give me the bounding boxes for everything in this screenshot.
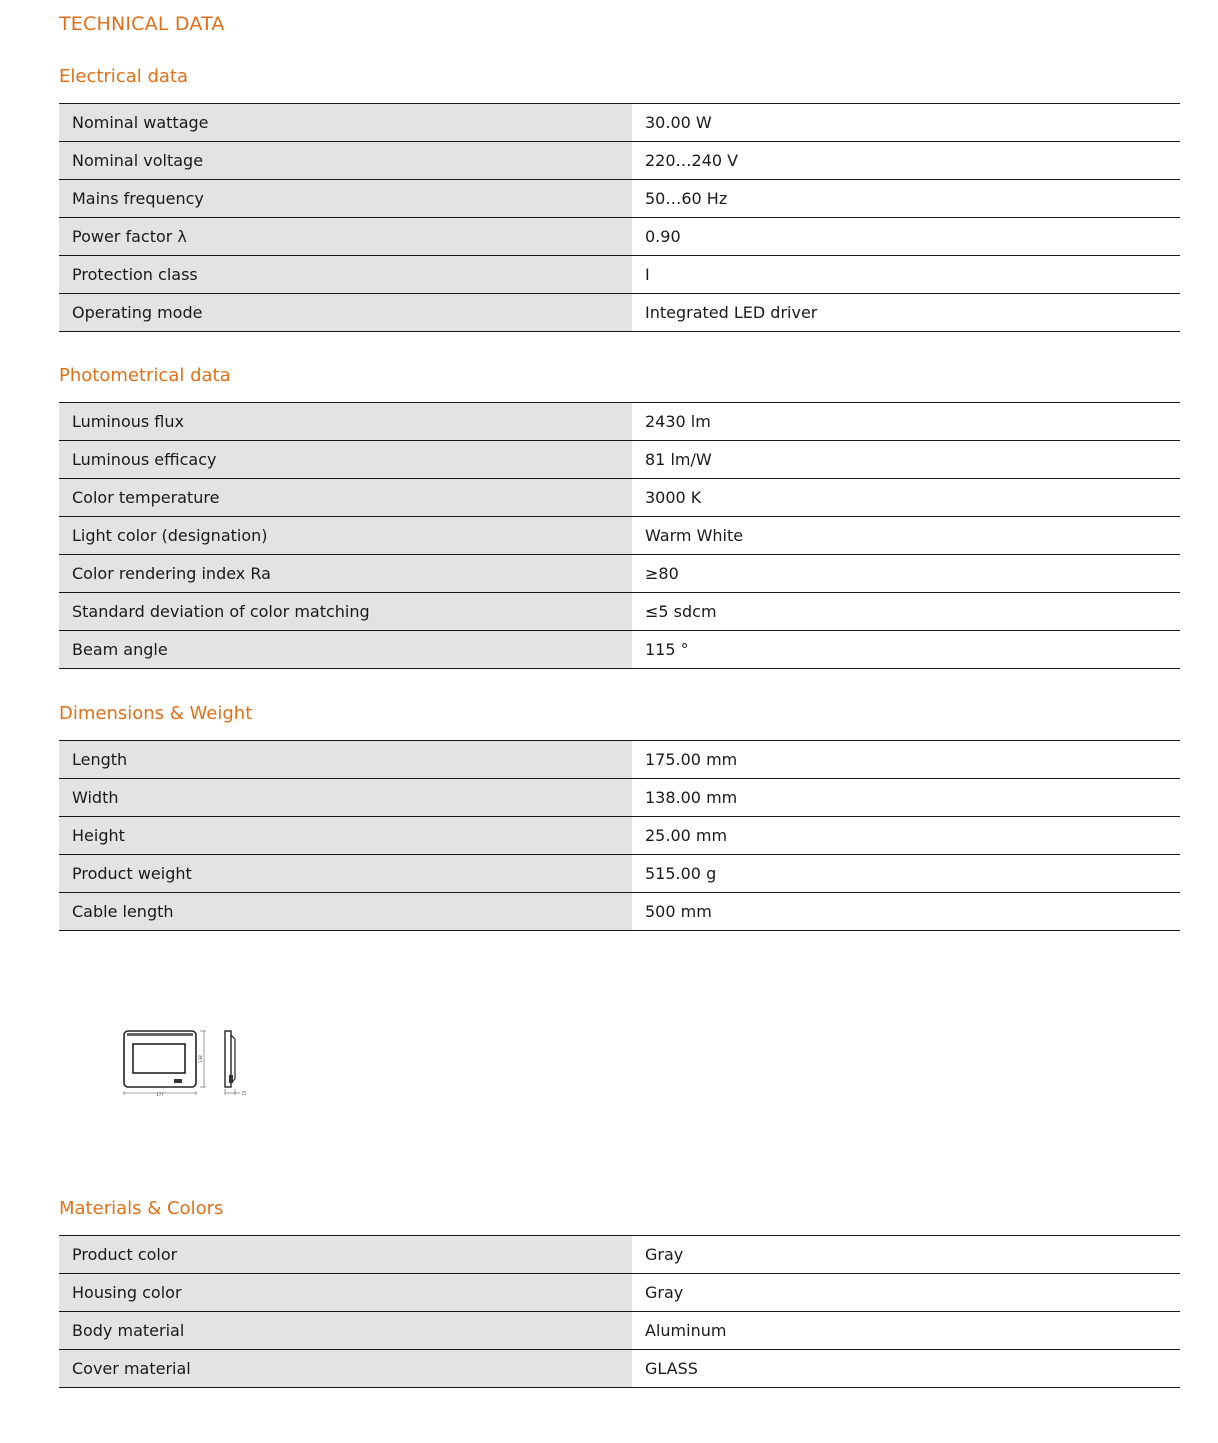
- table-row: [59, 403, 1180, 441]
- spec-label: Width: [59, 779, 632, 817]
- electrical-data-table: [59, 103, 1180, 332]
- spec-value: Integrated LED driver: [632, 294, 1180, 332]
- height-dimension-label: 138: [198, 1055, 203, 1063]
- table-row: [59, 855, 1180, 893]
- spec-label: Product color: [59, 1236, 632, 1274]
- table-row: [59, 256, 1180, 294]
- spec-value: 220…240 V: [632, 142, 1180, 180]
- section-heading-electrical: Electrical data: [59, 66, 188, 87]
- spec-label: Operating mode: [59, 294, 632, 332]
- table-row: [59, 180, 1180, 218]
- section-heading-photometrical: Photometrical data: [59, 365, 231, 386]
- depth-dimension-label: 25: [241, 1090, 247, 1096]
- spec-value: 115 °: [632, 631, 1180, 669]
- spec-value: 50…60 Hz: [632, 180, 1180, 218]
- spec-label: Cable length: [59, 893, 632, 931]
- table-row: [59, 631, 1180, 669]
- spec-label: Color temperature: [59, 479, 632, 517]
- spec-label: Product weight: [59, 855, 632, 893]
- materials-data-table: [59, 1235, 1180, 1388]
- spec-label: Beam angle: [59, 631, 632, 669]
- spec-label: Color rendering index Ra: [59, 555, 632, 593]
- spec-value: 0.90: [632, 218, 1180, 256]
- table-row: [59, 893, 1180, 931]
- spec-label: Light color (designation): [59, 517, 632, 555]
- spec-label: Height: [59, 817, 632, 855]
- spec-value: Gray: [632, 1274, 1180, 1312]
- spec-value: I: [632, 256, 1180, 294]
- spec-value: 3000 K: [632, 479, 1180, 517]
- product-dimension-drawing: [118, 1025, 253, 1100]
- spec-label: Length: [59, 741, 632, 779]
- front-view-lens: [133, 1044, 185, 1073]
- spec-value: ≥80: [632, 555, 1180, 593]
- table-row: [59, 1312, 1180, 1350]
- width-dimension-label: 177: [156, 1092, 164, 1097]
- spec-label: Body material: [59, 1312, 632, 1350]
- dimensions-data-table: [59, 740, 1180, 931]
- table-row: [59, 779, 1180, 817]
- table-row: [59, 441, 1180, 479]
- table-row: [59, 142, 1180, 180]
- spec-value: Warm White: [632, 517, 1180, 555]
- spec-value: 25.00 mm: [632, 817, 1180, 855]
- spec-value: 138.00 mm: [632, 779, 1180, 817]
- spec-value: Gray: [632, 1236, 1180, 1274]
- spec-label: Luminous efficacy: [59, 441, 632, 479]
- table-row: [59, 1350, 1180, 1388]
- spec-label: Protection class: [59, 256, 632, 294]
- table-row: [59, 741, 1180, 779]
- table-row: [59, 1236, 1180, 1274]
- spec-value: 30.00 W: [632, 104, 1180, 142]
- spec-label: Nominal voltage: [59, 142, 632, 180]
- table-row: [59, 517, 1180, 555]
- spec-label: Housing color: [59, 1274, 632, 1312]
- table-row: [59, 294, 1180, 332]
- spec-label: Mains frequency: [59, 180, 632, 218]
- table-row: [59, 104, 1180, 142]
- spec-value: 500 mm: [632, 893, 1180, 931]
- photometrical-data-table: [59, 402, 1180, 669]
- spec-label: Standard deviation of color matching: [59, 593, 632, 631]
- front-view-cable-gland: [174, 1079, 182, 1083]
- table-row: [59, 555, 1180, 593]
- spec-label: Cover material: [59, 1350, 632, 1388]
- section-heading-materials: Materials & Colors: [59, 1198, 224, 1219]
- front-view-fins: [127, 1033, 193, 1036]
- side-view-cable-gland: [229, 1075, 233, 1083]
- spec-value: 175.00 mm: [632, 741, 1180, 779]
- table-row: [59, 1274, 1180, 1312]
- spec-value: ≤5 sdcm: [632, 593, 1180, 631]
- page-title: TECHNICAL DATA: [59, 13, 225, 35]
- spec-value: GLASS: [632, 1350, 1180, 1388]
- table-row: [59, 479, 1180, 517]
- spec-label: Power factor λ: [59, 218, 632, 256]
- spec-label: Nominal wattage: [59, 104, 632, 142]
- spec-value: 2430 lm: [632, 403, 1180, 441]
- spec-label: Luminous flux: [59, 403, 632, 441]
- section-heading-dimensions: Dimensions & Weight: [59, 703, 253, 724]
- spec-value: 81 lm/W: [632, 441, 1180, 479]
- spec-value: 515.00 g: [632, 855, 1180, 893]
- table-row: [59, 593, 1180, 631]
- spec-value: Aluminum: [632, 1312, 1180, 1350]
- table-row: [59, 817, 1180, 855]
- table-row: [59, 218, 1180, 256]
